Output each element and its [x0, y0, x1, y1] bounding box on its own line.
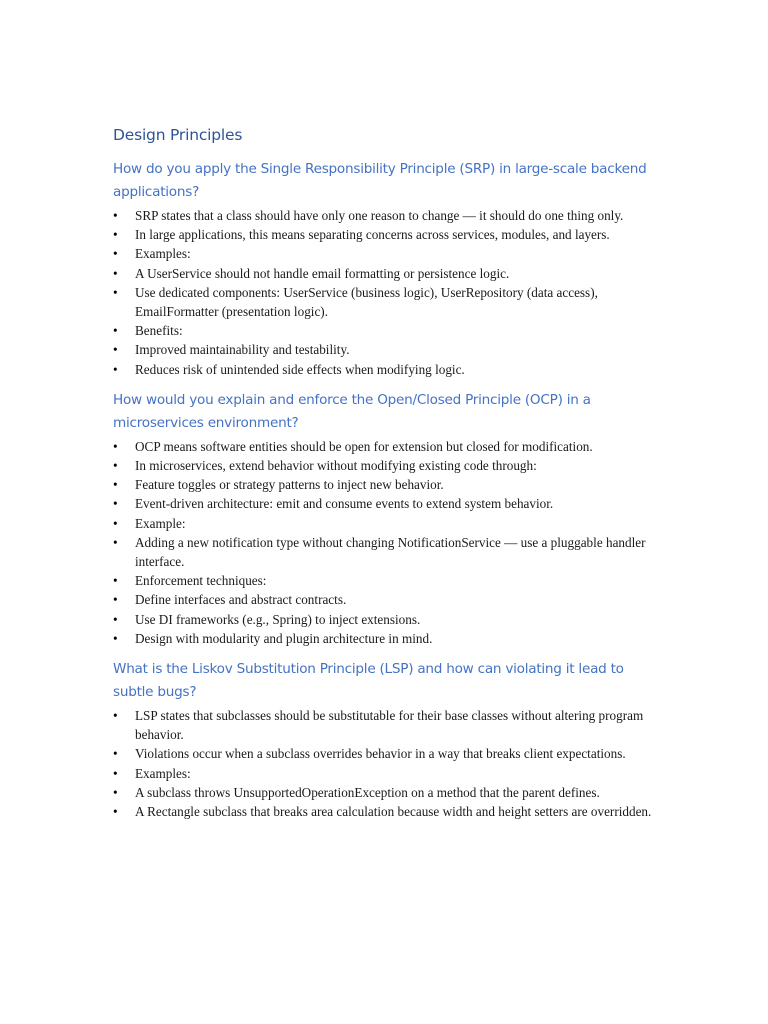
section-heading: What is the Liskov Substitution Principle (LSP) and how can violating it lead to subtle bugs? — [113, 661, 624, 701]
bullet-icon: • — [113, 708, 118, 724]
list-item — [113, 590, 658, 609]
list-item — [113, 494, 658, 513]
list-item-text: Reduces risk of unintended side effects when modifying logic. — [135, 361, 465, 377]
list-item — [113, 783, 658, 802]
section-heading: How would you explain and enforce the Open/Closed Principle (OCP) in a microservices environment? — [113, 391, 591, 431]
list-item-text: LSP states that subclasses should be substitutable for their base classes without altering program behavior. — [135, 708, 644, 743]
bullet-list — [113, 437, 658, 648]
section-heading: How do you apply the Single Responsibility Principle (SRP) in large-scale backend applications? — [113, 161, 647, 200]
list-item-text: Examples: — [135, 765, 191, 781]
bullet-icon: • — [113, 246, 118, 262]
bullet-icon: • — [113, 458, 118, 474]
list-item — [113, 764, 658, 783]
list-item — [113, 802, 658, 821]
document-title: Design Principles — [113, 126, 243, 144]
list-item-text: In microservices, extend behavior without modifying existing code through: — [135, 458, 537, 474]
list-item — [113, 206, 658, 225]
list-item-text: Feature toggles or strategy patterns to inject new behavior. — [135, 477, 444, 493]
bullet-icon: • — [113, 208, 118, 223]
bullet-icon: • — [113, 477, 118, 493]
list-item — [113, 744, 658, 763]
bullet-icon: • — [113, 515, 118, 531]
list-item-text: Example: — [135, 515, 186, 531]
list-item-text: In large applications, this means separating concerns across services, modules, and layers. — [135, 227, 610, 243]
list-item-text: Use DI frameworks (e.g., Spring) to inject extensions. — [135, 611, 421, 627]
list-item — [113, 264, 658, 283]
bullet-list — [113, 706, 658, 821]
bullet-icon: • — [113, 804, 118, 820]
list-item — [113, 437, 658, 456]
bullet-icon: • — [113, 284, 118, 300]
bullet-icon: • — [113, 323, 118, 339]
sections-container — [113, 158, 658, 821]
list-item — [113, 340, 658, 359]
bullet-icon: • — [113, 534, 118, 550]
bullet-icon: • — [113, 630, 118, 646]
list-item-text: Adding a new notification type without changing NotificationService — use a pluggable handler interface. — [135, 534, 646, 570]
list-item — [113, 244, 658, 263]
bullet-icon: • — [113, 361, 118, 377]
section — [113, 158, 658, 379]
bullet-list — [113, 206, 658, 379]
list-item-text: Use dedicated components: UserService (business logic), UserRepository (data access), EmailFormatter (presentation logic). — [135, 284, 598, 320]
list-item-text: Define interfaces and abstract contracts. — [135, 592, 347, 608]
list-item — [113, 533, 658, 571]
list-item-text: Event-driven architecture: emit and consume events to extend system behavior. — [135, 496, 554, 512]
list-item-text: Violations occur when a subclass overrides behavior in a way that breaks client expectations. — [135, 746, 626, 762]
list-item — [113, 321, 658, 340]
list-item — [113, 225, 658, 244]
bullet-icon: • — [113, 784, 118, 800]
bullet-icon: • — [113, 342, 118, 358]
list-item — [113, 610, 658, 629]
bullet-icon: • — [113, 765, 118, 781]
list-item — [113, 629, 658, 648]
list-item-text: SRP states that a class should have only one reason to change — it should do one thing only. — [135, 208, 624, 223]
document-content — [113, 124, 658, 821]
list-item — [113, 571, 658, 590]
list-item — [113, 456, 658, 475]
list-item — [113, 475, 658, 494]
list-item — [113, 283, 658, 321]
bullet-icon: • — [113, 265, 118, 281]
bullet-icon: • — [113, 746, 118, 762]
list-item — [113, 706, 658, 744]
list-item-text: Design with modularity and plugin architecture in mind. — [135, 630, 433, 646]
list-item — [113, 514, 658, 533]
list-item-text: Improved maintainability and testability. — [135, 342, 350, 358]
bullet-icon: • — [113, 573, 118, 589]
bullet-icon: • — [113, 227, 118, 243]
list-item-text: OCP means software entities should be open for extension but closed for modification. — [135, 438, 593, 454]
bullet-icon: • — [113, 438, 118, 454]
list-item — [113, 360, 658, 379]
list-item-text: Enforcement techniques: — [135, 573, 267, 589]
list-item-text: A subclass throws UnsupportedOperationException on a method that the parent defines. — [135, 784, 600, 800]
list-item-text: Examples: — [135, 246, 191, 262]
list-item-text: Benefits: — [135, 323, 183, 339]
section — [113, 658, 658, 821]
bullet-icon: • — [113, 496, 118, 512]
bullet-icon: • — [113, 592, 118, 608]
bullet-icon: • — [113, 611, 118, 627]
section — [113, 389, 658, 648]
list-item-text: A UserService should not handle email formatting or persistence logic. — [135, 265, 510, 281]
list-item-text: A Rectangle subclass that breaks area calculation because width and height setters are overridden. — [135, 804, 652, 820]
